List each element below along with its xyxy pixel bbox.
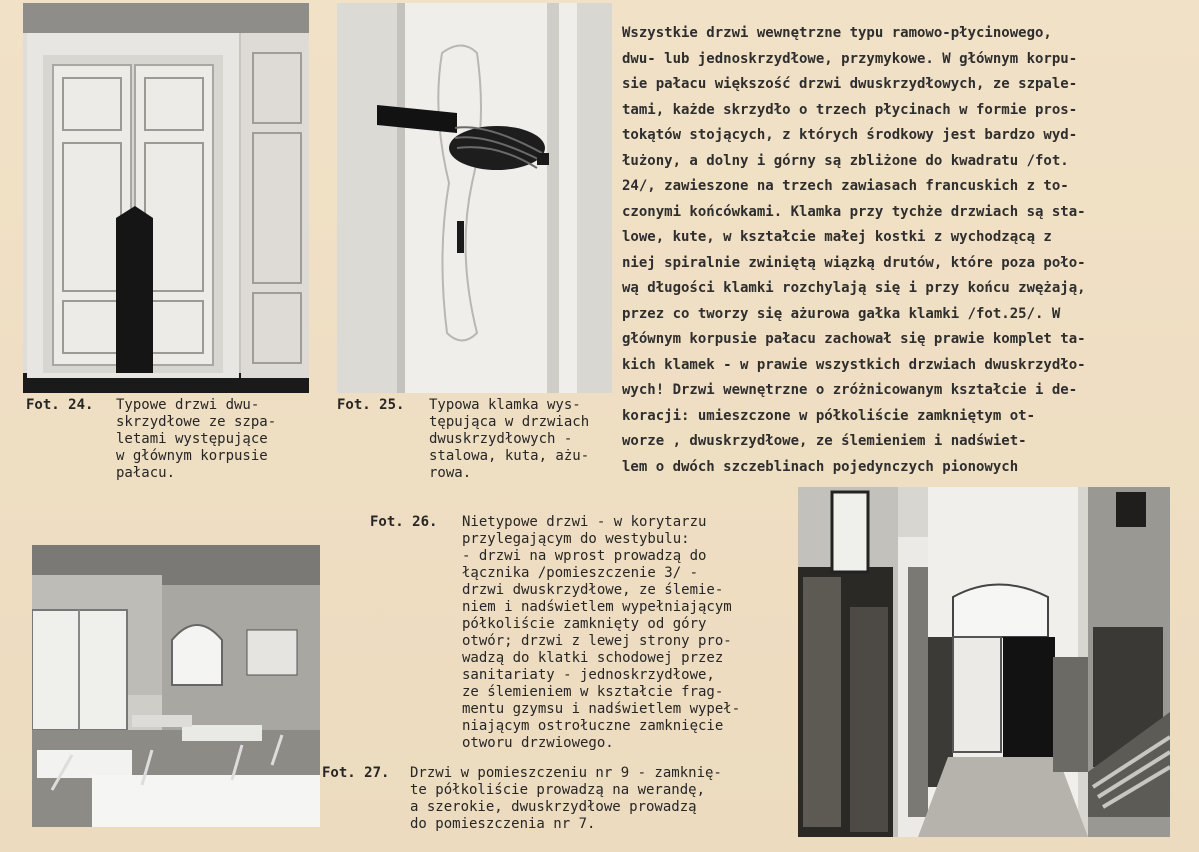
text-line: niej spiralnie zwiniętą wiązką drutów, które poza poło- [622, 254, 1086, 271]
caption-text: Nietypowe drzwi - w korytarzu przylegającym do westybulu: - drzwi na wprost prowadzą do łącznika /pomieszczenie 3/ - drzwi dwuskrzydłowe, ze ślemie- niem i nadświetlem wypełniającym półkoliście zamknięty od góry otwór; drzwi z lewej strony pro- wadzą do klatki schodowej przez sanitariaty - jednoskrzydłowe, ze ślemieniem w kształcie frag- mentu gzymsu i nadświetlem wypeł- niającym ostrołuczne zamknięcie otworu drzwiowego. [462, 514, 741, 751]
text-line: wych! Drzwi wewnętrzne o zróżnicowanym kształcie i de- [622, 382, 1078, 398]
text-line: kich klamek - w prawie wszystkich drzwiach dwuskrzydło- [622, 356, 1086, 373]
caption-fot-27 [322, 765, 792, 840]
text-line: koracji: umieszczone w półkoliście zamkniętym ot- [622, 407, 1036, 424]
caption-text: Typowe drzwi dwu- skrzydłowe ze szpa- letami występujące w głównym korpusie pałacu. [116, 397, 277, 481]
text-line: lowe, kute, w kształcie małej kostki z wychodzącą z [622, 229, 1052, 245]
caption-number: Fot. 26. [370, 514, 438, 530]
text-line: przez co tworzy się ażurowa gałka klamki /fot.25/. W [622, 305, 1061, 322]
caption-text: Typowa klamka wys- tępująca w drzwiach dwuskrzydłowych - stalowa, kuta, ażu- rowa. [429, 397, 590, 481]
photo-corridor [798, 487, 1170, 837]
text-line: tami, każde skrzydło o trzech płycinach w formie pros- [622, 101, 1078, 118]
caption-number: Fot. 27. [322, 765, 390, 781]
text-line: wą długości klamki rozchylają się i przy końcu zwężają, [622, 280, 1086, 296]
photo-door-handle [337, 3, 612, 393]
main-text-block [622, 21, 1182, 480]
caption-fot-26 [370, 514, 790, 759]
photo-dining-room [32, 545, 320, 827]
text-line: sie pałacu większość drzwi dwuskrzydłowych, ze szpale- [622, 76, 1078, 92]
text-line: Wszystkie drzwi wewnętrzne typu ramowo-płycinowego, [622, 25, 1052, 41]
text-line: 24/, zawieszone na trzech zawiasach francuskich z to- [622, 178, 1069, 194]
caption-number: Fot. 25. [337, 397, 405, 413]
text-line: tokątów stojących, z których środkowy jest bardzo wyd- [622, 127, 1078, 143]
text-line: worze , dwuskrzydłowe, ze ślemieniem i nadświet- [622, 433, 1027, 449]
caption-fot-24 [26, 397, 326, 487]
caption-fot-25 [337, 397, 627, 487]
text-line: głównym korpusie pałacu zachował się prawie komplet ta- [622, 331, 1086, 347]
text-line: łużony, a dolny i górny są zbliżone do kwadratu /fot. [622, 152, 1069, 169]
text-line: czonymi końcówkami. Klamka przy tychże drzwiach są sta- [622, 203, 1086, 220]
text-line: lem o dwóch szczeblinach pojedynczych pionowych [622, 458, 1019, 475]
caption-number: Fot. 24. [26, 397, 94, 413]
photo-double-door [23, 3, 309, 393]
caption-text: Drzwi w pomieszczeniu nr 9 - zamknię- te półkoliście prowadzą na werandę, a szerokie, dwuskrzydłowe prowadzą do pomieszczenia nr 7. [410, 765, 722, 832]
text-line: dwu- lub jednoskrzydłowe, przymykowe. W głównym korpu- [622, 50, 1078, 67]
